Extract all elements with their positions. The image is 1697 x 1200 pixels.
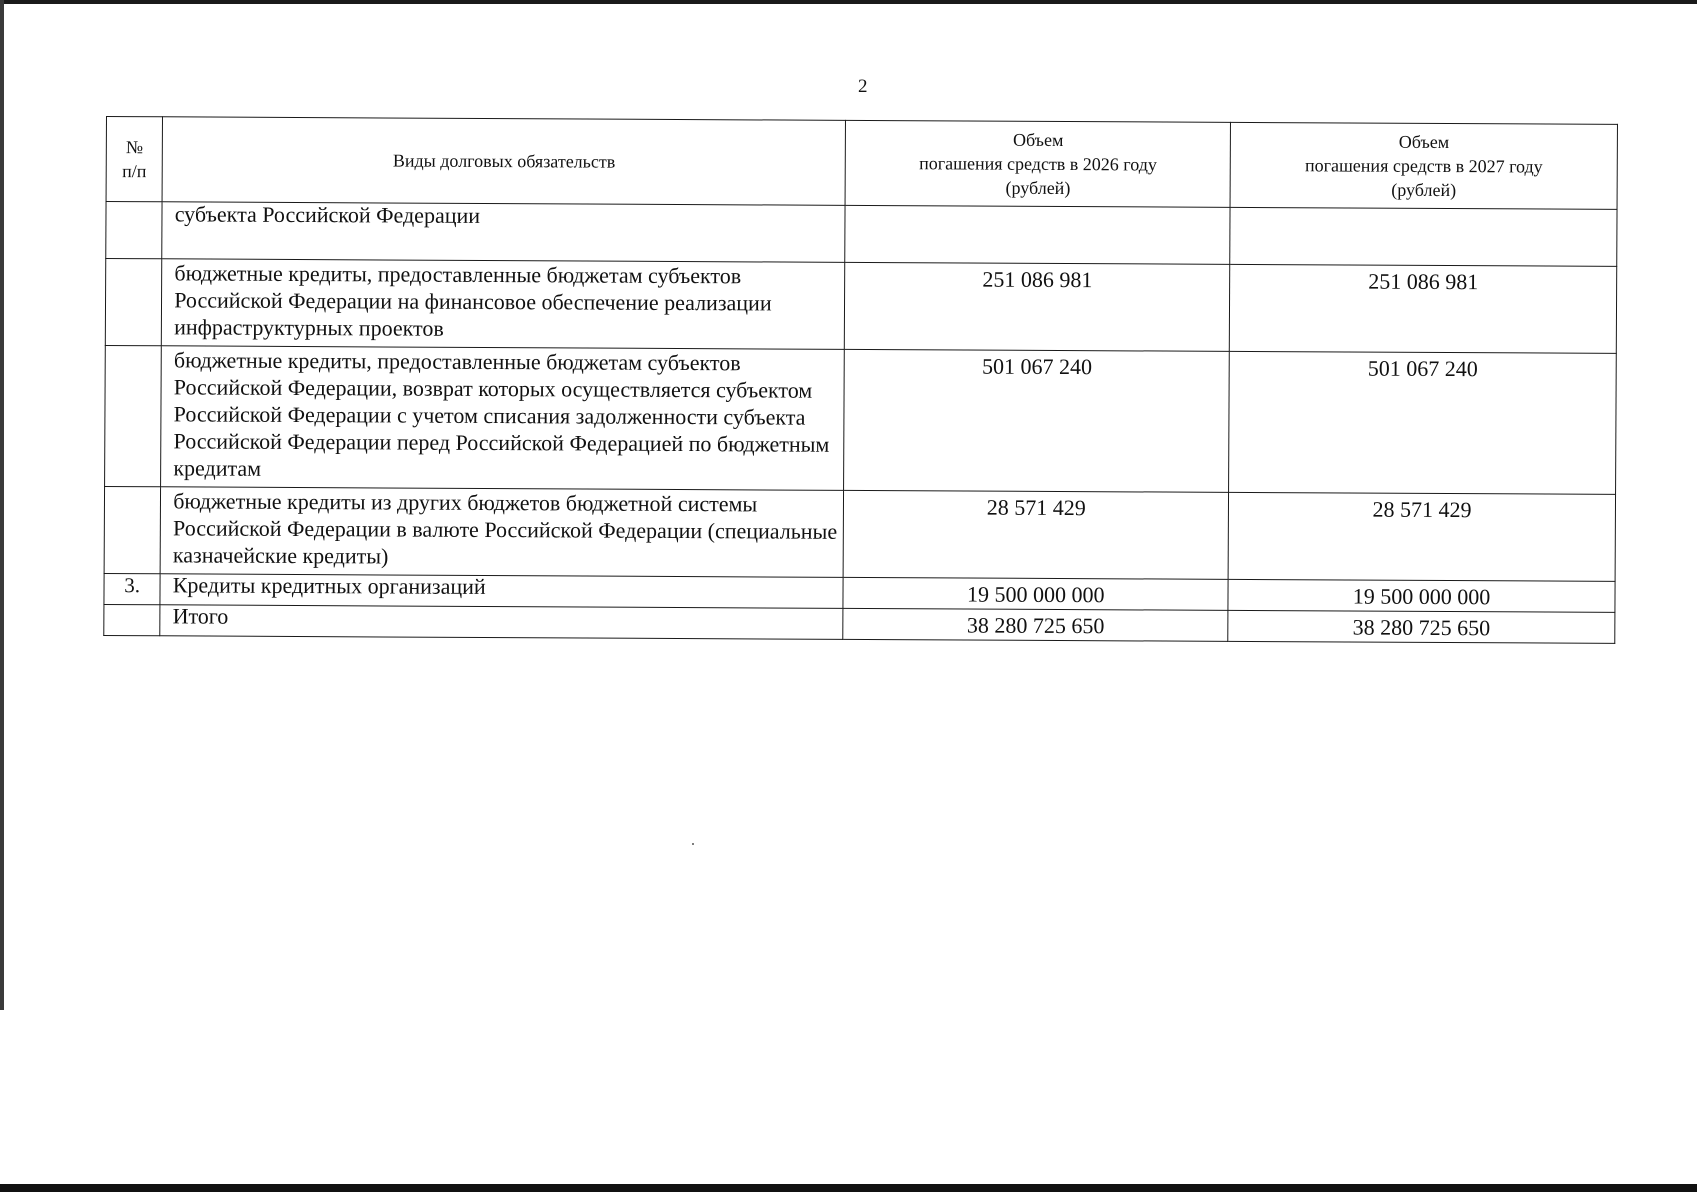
row-value-2026 — [845, 205, 1230, 264]
header-debt-type: Виды долговых обязательств — [162, 117, 846, 206]
table-row — [106, 202, 1617, 267]
row-number — [105, 345, 162, 486]
row-number — [104, 486, 161, 573]
header-2026-line1: Объем — [1012, 129, 1064, 151]
row-number: 3. — [104, 573, 160, 604]
table-row — [105, 259, 1616, 354]
row-value-2026: 19 500 000 000 — [843, 577, 1228, 610]
row-debt-type: бюджетные кредиты, предоставленные бюджетам субъектов Российской Федерации на финансовое обеспечение реализации инфраструктурных проектов — [162, 259, 846, 350]
row-debt-type: бюджетные кредиты, предоставленные бюджетам субъектов Российской Федерации, возврат которых осуществляется субъектом Российской Федерации с учетом списания задолженности субъекта Российской Федерации перед Российской Федерацией по бюджетным кредитам — [161, 346, 845, 491]
scan-edge-bottom — [0, 1184, 1697, 1192]
row-value-2027: 28 571 429 — [1228, 492, 1615, 581]
row-total-2027: 38 280 725 650 — [1228, 610, 1615, 643]
header-2026-line2: погашения средств в 2026 году — [919, 153, 1157, 175]
header-2027-line3: (рублей) — [1391, 179, 1457, 201]
header-number — [106, 117, 163, 202]
scan-edge-top — [0, 0, 1697, 4]
row-value-2026: 501 067 240 — [844, 349, 1230, 492]
row-value-2027: 501 067 240 — [1229, 351, 1617, 494]
row-number — [105, 259, 162, 346]
table-row-total — [104, 604, 1615, 643]
row-total-label: Итого — [160, 605, 843, 640]
row-value-2027: 251 086 981 — [1229, 264, 1616, 353]
header-number-line1: № — [125, 137, 144, 158]
row-value-2026: 28 571 429 — [844, 490, 1229, 579]
row-debt-type: Кредиты кредитных организаций — [160, 574, 843, 609]
debt-obligations-table — [103, 116, 1618, 644]
row-number — [106, 202, 163, 259]
header-2027-line2: погашения средств в 2027 году — [1304, 155, 1543, 177]
table-row — [105, 345, 1617, 494]
header-repayment-2027 — [1230, 122, 1617, 209]
page-number: 2 — [858, 76, 868, 97]
row-number — [104, 604, 160, 635]
header-2027-line1: Объем — [1398, 131, 1450, 153]
scan-speck — [692, 843, 694, 845]
header-number-line2: п/п — [122, 161, 147, 182]
row-value-2026: 251 086 981 — [845, 262, 1230, 351]
scan-edge-left — [0, 0, 4, 1010]
row-debt-type: бюджетные кредиты из других бюджетов бюджетной системы Российской Федерации в валюте Российской Федерации (специальные казначейские кредиты) — [160, 487, 844, 578]
table-header-row — [106, 117, 1617, 210]
row-value-2027: 19 500 000 000 — [1228, 579, 1615, 612]
table-row — [104, 486, 1615, 581]
row-value-2027 — [1230, 207, 1617, 266]
header-repayment-2026 — [845, 120, 1230, 207]
header-2026-line3: (рублей) — [1005, 177, 1071, 199]
row-debt-type: субъекта Российской Федерации — [162, 202, 845, 263]
row-total-2026: 38 280 725 650 — [843, 608, 1228, 641]
